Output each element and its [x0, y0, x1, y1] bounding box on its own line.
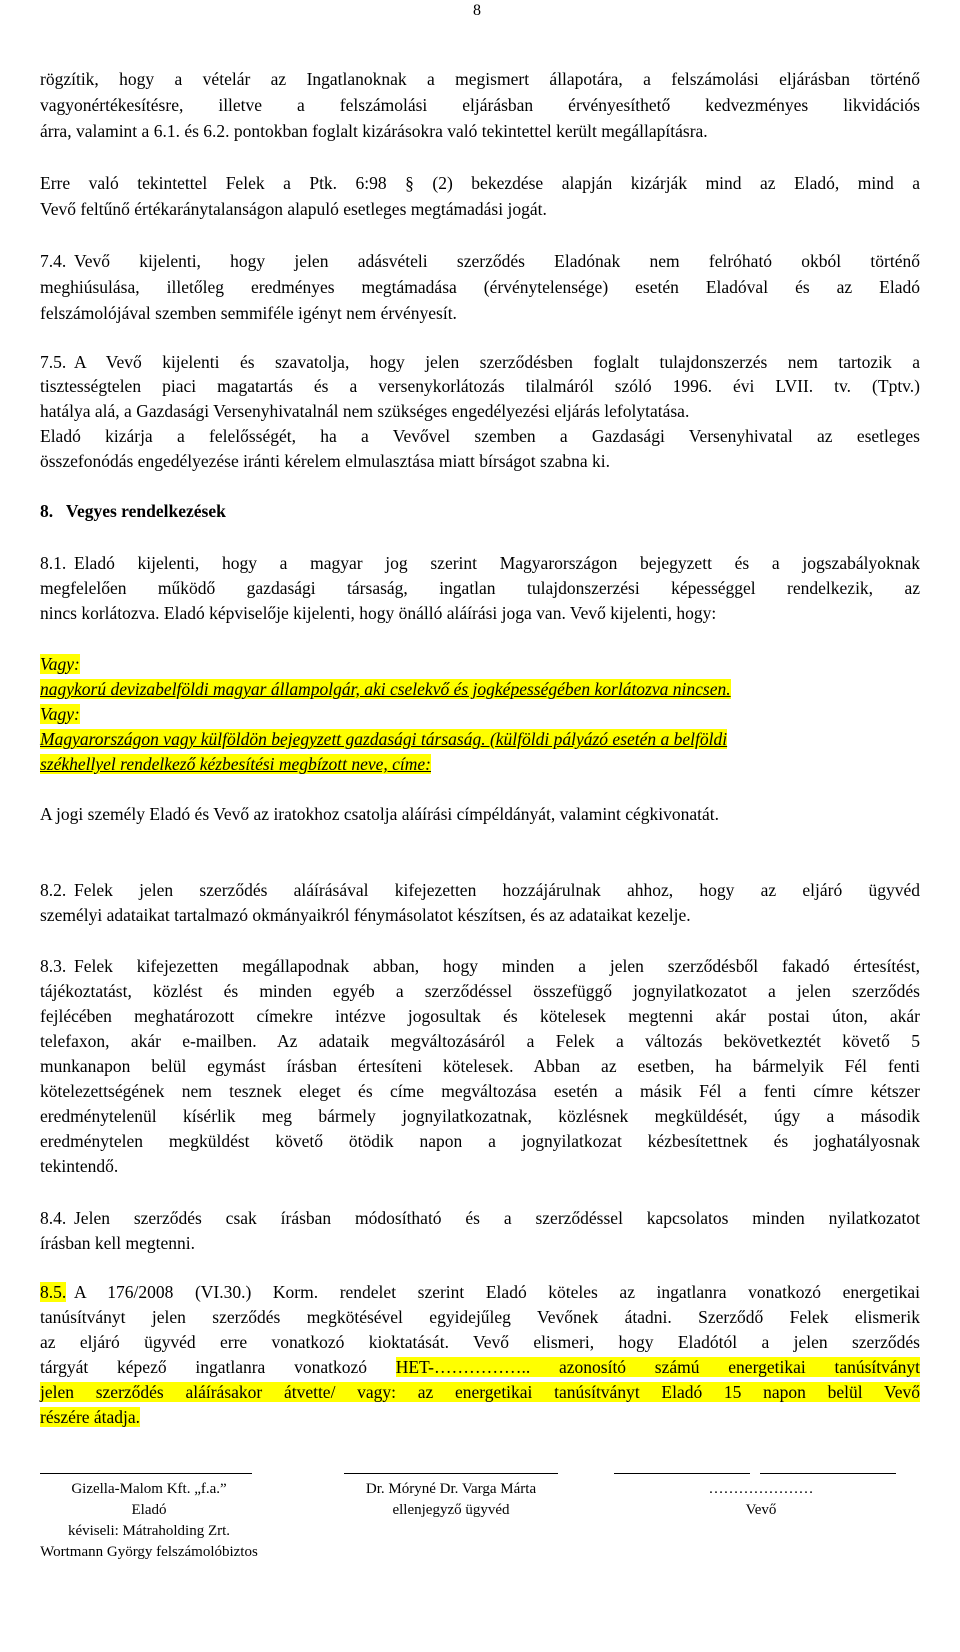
- option-company: Magyarországon vagy külföldön bejegyzett gazdasági társaság. (külföldi pályázó esetén a belföldi: [40, 729, 728, 749]
- section-heading: 8. Vegyes rendelkezések: [40, 501, 226, 521]
- paragraph-line: eredménytelenül kísérlik meg bármely jognyilatkozatnak, közlésnek megküldését, úgy a második: [40, 1106, 920, 1126]
- paragraph-line: fejlécében meghatározott címekre intézve jogosultak és kötelesek megtenni akár postai úton, akár: [40, 1006, 920, 1026]
- seller-company: Gizella-Malom Kft. „f.a.”: [71, 1481, 227, 1497]
- paragraph-line: Eladó kizárja a felelősségét, ha a Vevővel szemben a Gazdasági Versenyhivatal az esetleges: [40, 426, 920, 446]
- highlighted-segment: HET-…………….. azonosító számú energetikai tanúsítványt: [395, 1357, 920, 1377]
- section-number: 7.4.: [40, 251, 67, 271]
- highlighted-segment: jelen szerződés aláírásakor átvette/ vagy: az energetikai tanúsítványt Eladó 15 napon belül Vevő: [40, 1382, 920, 1402]
- signature-block-lawyer: [344, 1479, 558, 1521]
- seller-role: Eladó: [131, 1502, 167, 1518]
- option-line: [40, 726, 920, 752]
- paragraph-line: A 176/2008 (VI.30.) Korm. rendelet szerint Eladó köteles az ingatlanra vonatkozó energetikai: [74, 1282, 920, 1302]
- document-page: [40, 0, 920, 1652]
- seller-liquidator: Wortmann György felszámolóbiztos: [40, 1544, 258, 1560]
- option-vagy-1: Vagy:: [40, 654, 80, 674]
- paragraph-line: összefonódás engedélyezése iránti kérelem elmulasztása miatt bírságot szabna ki.: [40, 451, 610, 471]
- paragraph-line: felszámolójával szemben semmiféle igényt nem érvényesít.: [40, 303, 457, 323]
- section-number: 8.3.: [40, 956, 67, 976]
- paragraph-line: munkanapon belül egymást írásban értesíteni kötelesek. Abban az esetben, ha bármelyik Fél fenti: [40, 1056, 920, 1076]
- option-line: [40, 676, 920, 702]
- paragraph-line: tekintendő.: [40, 1156, 119, 1176]
- paragraph-line: Jelen szerződés csak írásban módosítható és a szerződéssel kapcsolatos minden nyilatkozatot: [74, 1208, 920, 1228]
- paragraph-line: Felek kifejezetten megállapodnak abban, hogy minden a jelen szerződésből fakadó értesítést,: [74, 956, 920, 976]
- paragraph-line: telefaxon, akár e-mailben. Az adataik megváltozásáról a Felek a változás bekövetkeztét követő 5: [40, 1031, 920, 1051]
- paragraph-line: Vevő kijelenti, hogy jelen adásvételi szerződés Eladónak nem felróható okból történő: [74, 251, 920, 271]
- section-number: 7.5.: [40, 352, 67, 372]
- highlighted-segment: részére átadja.: [40, 1407, 141, 1427]
- paragraph-line: tanúsítványt jelen szerződés megkötésével egyidejűleg Vevőnek átadni. Szerződő Felek elismerik: [40, 1307, 920, 1327]
- paragraph-line: kötelezettségének nem tesznek eleget és címe megváltozása esetén a másik Fél a fenti címre kétszer: [40, 1081, 920, 1101]
- section-number-highlighted: 8.5.: [40, 1282, 67, 1302]
- paragraph-line: tisztességtelen piaci magatartás és a versenykorlátozás tilalmáról szóló 1996. évi LVII. tv. (Tptv.): [40, 376, 920, 396]
- lawyer-role: ellenjegyző ügyvéd: [392, 1502, 510, 1518]
- option-label: [40, 701, 920, 727]
- paragraph-line: A Vevő kijelenti és szavatolja, hogy jelen szerződésben foglalt tulajdonszerzés nem tartozik a: [74, 352, 920, 372]
- paragraph-line: árra, valamint a 6.1. és 6.2. pontokban foglalt kizárásokra való tekintettel került megállapításra.: [40, 121, 708, 141]
- paragraph-line: személyi adataikat tartalmazó okmányaikról fénymásolatot készítsen, és az adataikat kezelje.: [40, 905, 691, 925]
- paragraph-line: [40, 1379, 920, 1405]
- option-line: [40, 751, 920, 777]
- text-segment: tárgyát képező ingatlanra vonatkozó: [40, 1357, 396, 1377]
- paragraph-line: írásban kell megtenni.: [40, 1233, 196, 1253]
- paragraph-line: az eljáró ügyvéd erre vonatkozó kioktatását. Vevő elismeri, hogy Eladótól a jelen szerződés: [40, 1332, 920, 1352]
- signature-block-buyer: [686, 1479, 836, 1521]
- buyer-name-placeholder: …………………: [708, 1481, 814, 1497]
- paragraph-line: megfelelően működő gazdasági társaság, ingatlan tulajdonszerzési képességgel rendelkezik, az: [40, 578, 920, 598]
- paragraph-line: rögzítik, hogy a vételár az Ingatlanoknak a megismert állapotára, a felszámolási eljárásban történő: [40, 69, 920, 89]
- signature-line-buyer: [614, 1473, 750, 1474]
- section-number: 8.2.: [40, 880, 67, 900]
- paragraph-line: Erre való tekintettel Felek a Ptk. 6:98 § (2) bekezdése alapján kizárják mind az Eladó, mind a: [40, 173, 920, 193]
- paragraph-line: tájékoztatást, közlést és minden egyéb a szerződéssel összefüggő jognyilatkozatot a jelen szerződés: [40, 981, 920, 1001]
- option-natural-person: nagykorú devizabelföldi magyar állampolgár, aki cselekvő és jogképességében korlátozva nincsen.: [40, 679, 731, 699]
- signature-line-seller: [40, 1473, 252, 1474]
- paragraph-line: Eladó kijelenti, hogy a magyar jog szerint Magyarországon bejegyzett és a jogszabályoknak: [74, 553, 920, 573]
- paragraph-line: [40, 1404, 920, 1430]
- section-number: 8.1.: [40, 553, 67, 573]
- page-number: 8: [473, 2, 481, 19]
- paragraph-line: vagyonértékesítésre, illetve a felszámolási eljárásban érvényesíthető kedvezményes likvidációs: [40, 95, 920, 115]
- paragraph-line: [40, 1354, 920, 1380]
- paragraph-line: hatálya alá, a Gazdasági Versenyhivatalnál nem szükséges engedélyezési eljárás lefolytatása.: [40, 401, 690, 421]
- buyer-role: Vevő: [745, 1502, 777, 1518]
- paragraph-line: nincs korlátozva. Eladó képviselője kijelenti, hogy önálló aláírási joga van. Vevő kijelenti, hogy:: [40, 603, 717, 623]
- option-vagy-2: Vagy:: [40, 704, 80, 724]
- section-number: 8.4.: [40, 1208, 67, 1228]
- signature-block-seller: [40, 1479, 258, 1563]
- paragraph-line: A jogi személy Eladó és Vevő az iratokhoz csatolja aláírási címpéldányát, valamint cégkivonatát.: [40, 804, 720, 824]
- paragraph-line: Vevő feltűnő értékaránytalanságon alapuló esetleges megtámadási jogát.: [40, 199, 547, 219]
- paragraph-line: Felek jelen szerződés aláírásával kifejezetten hozzájárulnak ahhoz, hogy az eljáró ügyvéd: [74, 880, 920, 900]
- paragraph-line: meghiúsulása, illetőleg eredményes megtámadása (érvénytelensége) esetén Eladóval és az Eladó: [40, 277, 920, 297]
- section-number: [40, 1279, 66, 1305]
- option-label: [40, 651, 920, 677]
- signature-line-lawyer: [344, 1473, 558, 1474]
- signature-line-buyer-2: [760, 1473, 896, 1474]
- seller-representative: kéviseli: Mátraholding Zrt.: [67, 1523, 231, 1539]
- option-company-address: székhellyel rendelkező kézbesítési megbízott neve, címe:: [40, 754, 431, 774]
- paragraph-line: eredménytelen megküldést követő ötödik napon a jognyilatkozat kézbesítettnek és joghatályosnak: [40, 1131, 920, 1151]
- lawyer-name: Dr. Móryné Dr. Varga Márta: [365, 1481, 537, 1497]
